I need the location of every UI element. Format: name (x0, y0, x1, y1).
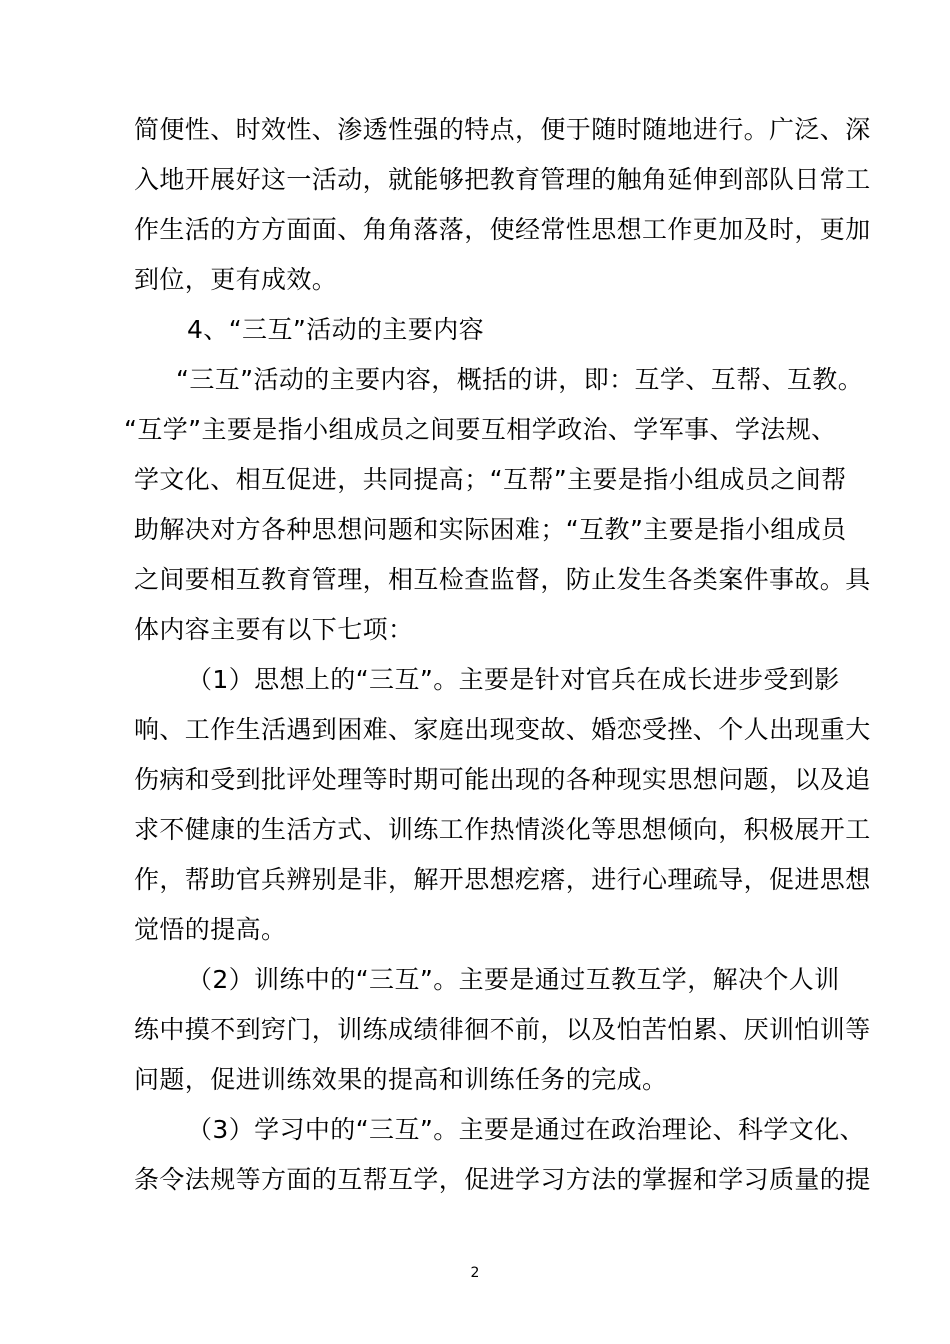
text-line: （3）学习中的“三互”。主要是通过在政治理论、科学文化、 (187, 1115, 866, 1144)
text-line: 响、工作生活遇到困难、家庭出现变故、婚恋受挫、个人出现重大 (134, 715, 871, 744)
section-heading: 4、“三互”活动的主要内容 (187, 315, 485, 344)
text-line: 作，帮助官兵辨别是非，解开思想疙瘩，进行心理疏导，促进思想 (134, 865, 871, 894)
text-line: 求不健康的生活方式、训练工作热情淡化等思想倾向，积极展开工 (134, 815, 871, 844)
text-line: 觉悟的提高。 (134, 915, 287, 944)
text-line: 伤病和受到批评处理等时期可能出现的各种现实思想问题，以及追 (134, 765, 871, 794)
text-line: “互学”主要是指小组成员之间要互相学政治、学军事、学法规、 (124, 415, 837, 444)
text-line: “三互”活动的主要内容，概括的讲，即：互学、互帮、互教。 (176, 365, 864, 394)
text-line: 助解决对方各种思想问题和实际困难；“互教”主要是指小组成员 (134, 515, 847, 544)
text-line: 学文化、相互促进，共同提高；“互帮”主要是指小组成员之间帮 (134, 465, 847, 494)
text-line: 问题，促进训练效果的提高和训练任务的完成。 (134, 1065, 668, 1094)
text-line: （1）思想上的“三互”。主要是针对官兵在成长进步受到影 (187, 665, 840, 694)
text-line: 简便性、时效性、渗透性强的特点，便于随时随地进行。广泛、深 (134, 115, 871, 144)
text-line: 体内容主要有以下七项： (134, 615, 414, 644)
text-line: 到位，更有成效。 (134, 265, 338, 294)
text-line: 练中摸不到窍门，训练成绩徘徊不前，以及怕苦怕累、厌训怕训等 (134, 1015, 871, 1044)
text-line: 作生活的方方面面、角角落落，使经常性思想工作更加及时，更加 (134, 215, 871, 244)
text-line: 入地开展好这一活动，就能够把教育管理的触角延伸到部队日常工 (134, 165, 871, 194)
text-line: 条令法规等方面的互帮互学，促进学习方法的掌握和学习质量的提 (134, 1165, 871, 1194)
text-line: 之间要相互教育管理，相互检查监督，防止发生各类案件事故。具 (134, 565, 871, 594)
text-line: （2）训练中的“三互”。主要是通过互教互学，解决个人训 (187, 965, 840, 994)
page-number: 2 (470, 1265, 480, 1281)
